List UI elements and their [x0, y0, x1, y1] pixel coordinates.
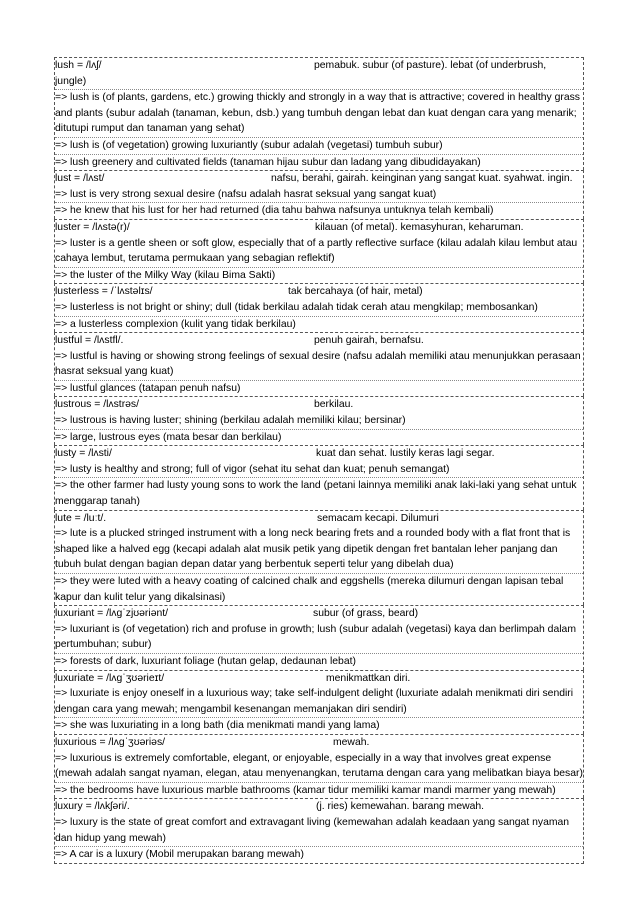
entry-luxury — [54, 798, 584, 863]
entry-term: luxuriate = /lʌɡˈʒʊərieɪt/ — [55, 672, 165, 684]
entry-line: => lustful glances (tatapan penuh nafsu) — [55, 382, 241, 394]
dictionary-page — [54, 57, 584, 864]
entry-header — [55, 220, 583, 236]
entry-line: => lusty is healthy and strong; full of vigor (sehat itu sehat dan kuat; penuh semangat) — [55, 462, 583, 479]
entry-header — [55, 671, 583, 687]
entry-luster — [54, 219, 584, 283]
entry-line: => forests of dark, luxuriant foliage (hutan gelap, dedaunan lebat) — [55, 655, 356, 667]
entry-header — [55, 511, 583, 527]
entry-header — [55, 397, 583, 413]
entry-header — [55, 446, 583, 462]
entry-header — [55, 284, 583, 300]
entry-line: => the bedrooms have luxurious marble bathrooms (kamar tidur memiliki kamar mandi marmer yang mewah) — [55, 784, 556, 796]
entry-term: lustful = /lʌstfl/. — [55, 335, 124, 347]
entry-gloss: subur (of grass, beard) — [313, 608, 419, 620]
entry-term: luster = /lʌstə(r)/ — [55, 221, 130, 233]
entry-line: => luxurious is extremely comfortable, elegant, or enjoyable, especially in a way that involves great expense (mewah adalah sangat nyaman, elegan, atau menyenangkan, terutama dengan cara yang melibatkan biaya besar) — [55, 751, 583, 783]
entry-line: => the other farmer had lusty young sons to work the land (petani lainnya memiliki anak laki-laki yang sehat untuk menggarap tanah) — [55, 480, 577, 508]
entry-line: => lust is very strong sexual desire (nafsu adalah hasrat seksual yang sangat kuat) — [55, 187, 583, 204]
entry-lustrous — [54, 396, 584, 445]
entry-lute — [54, 510, 584, 606]
entry-line: => lusterless is not bright or shiny; dull (tidak berkilau adalah tidak cerah atau mengkilap; membosankan) — [55, 300, 583, 317]
entry-gloss: tak bercahaya (of hair, metal) — [288, 286, 423, 298]
entry-line: => the luster of the Milky Way (kilau Bima Sakti) — [55, 269, 276, 281]
entry-line: => lustful is having or showing strong feelings of sexual desire (nafsu adalah memiliki atau menunjukkan perasaan hasrat seksual yang kuat) — [55, 349, 583, 381]
entry-line: => luxury is the state of great comfort and extravagant living (kemewahan adalah keadaan yang sangat nyaman dan hidup yang mewah) — [55, 815, 583, 847]
entry-line: => A car is a luxury (Mobil merupakan barang mewah) — [55, 849, 304, 861]
entry-term: luxury = /lʌkʃəri/. — [55, 801, 130, 813]
entry-line: jungle) — [55, 74, 583, 91]
entry-line: => luxuriant is (of vegetation) rich and profuse in growth; lush (subur adalah (vegetasi) kaya dan berlimpah dalam pertumbuhan; subur) — [55, 622, 583, 654]
entry-gloss: menikmattkan diri. — [326, 672, 411, 684]
entry-gloss: pemabuk. subur (of pasture). lebat (of underbrush, — [314, 60, 547, 71]
entry-lust — [54, 170, 584, 219]
entry-lusterless — [54, 283, 584, 332]
entry-gloss: semacam kecapi. Dilumuri — [317, 512, 439, 524]
entry-gloss: berkilau. — [314, 399, 354, 411]
entry-header — [55, 333, 583, 349]
entry-term: luxurious = /lʌɡˈʒʊəriəs/ — [55, 736, 166, 748]
entry-line: => luxuriate is enjoy oneself in a luxurious way; take self-indulgent delight (luxuriate adalah menikmati diri sendiri dengan cara yang mewah; mengambil kesenangan memanjakan diri sendiri) — [55, 686, 583, 718]
entry-gloss: penuh gairah, bernafsu. — [314, 335, 424, 347]
entry-luxuriate — [54, 670, 584, 734]
entry-line: => she was luxuriating in a long bath (dia menikmati mandi yang lama) — [55, 720, 380, 732]
entry-gloss: kilauan (of metal). kemasyhuran, keharuman. — [315, 221, 524, 233]
entry-header — [55, 171, 583, 187]
entry-term: lush = /lʌʃ/ — [55, 60, 102, 71]
entry-lusty — [54, 445, 584, 509]
entry-line: => luster is a gentle sheen or soft glow, especially that of a partly reflective surface (kilau adalah kilau lembut atau cahaya lembut, terutama permukaan yang sebagian reflektif) — [55, 236, 583, 268]
entry-line: => large, lustrous eyes (mata besar dan berkilau) — [55, 431, 282, 443]
entry-lustful — [54, 332, 584, 396]
entry-header — [55, 606, 583, 622]
entry-line: => lute is a plucked stringed instrument with a long neck bearing frets and a rounded body with a flat front that is shaped like a halved egg (kecapi adalah alat musik petik yang dipetik dengan fret bantalan leher panjang dan tubuh bulat dengan bagian depan datar yang berbentuk seperti telur yang dibelah dua) — [55, 526, 583, 574]
entry-line: => he knew that his lust for her had returned (dia tahu bahwa nafsunya untuknya telah kembali) — [55, 205, 494, 217]
entry-term: lusterless = /ˈlʌstəlɪs/ — [55, 286, 153, 298]
entry-term: lusty = /lʌsti/ — [55, 448, 112, 460]
entry-header — [55, 58, 583, 74]
entry-term: lute = /luːt/. — [55, 512, 107, 524]
entry-line: => lush greenery and cultivated fields (tanaman hijau subur dan ladang yang dibudidayakan) — [55, 156, 481, 168]
entry-gloss: mewah. — [333, 736, 370, 748]
entry-gloss: kuat dan sehat. lustily keras lagi segar. — [316, 448, 495, 460]
entry-term: lustrous = /lʌstrəs/ — [55, 399, 140, 411]
entry-line: => they were luted with a heavy coating of calcined chalk and eggshells (mereka dilumuri dengan lapisan tebal kapur dan kulit telur yang dikalsinasi) — [55, 576, 564, 603]
entry-line: => lush is (of plants, gardens, etc.) growing thickly and strongly in a way that is attractive; covered in healthy grass and plants (subur adalah (tanaman, kebun, dsb.) yang tumbuh dengan lebat dan kuat dengan cara yang menarik; ditutupi rumput dan tanaman yang sehat) — [55, 90, 583, 138]
entry-luxuriant — [54, 605, 584, 669]
entry-gloss: nafsu, berahi, gairah. keinginan yang sangat kuat. syahwat. ingin. — [271, 173, 573, 185]
entry-header — [55, 735, 583, 751]
entry-luxurious — [54, 734, 584, 798]
entry-line: => lustrous is having luster; shining (berkilau adalah memiliki kilau; bersinar) — [55, 413, 583, 430]
entry-header — [55, 799, 583, 815]
entry-lush — [54, 57, 584, 170]
entry-term: luxuriant = /lʌɡˈzjʊəriənt/ — [55, 608, 169, 620]
entry-line: => a lusterless complexion (kulit yang tidak berkilau) — [55, 318, 296, 330]
entry-gloss: (j. ries) kemewahan. barang mewah. — [316, 801, 485, 813]
entry-term: lust = /lʌst/ — [55, 173, 105, 185]
entry-line: => lush is (of vegetation) growing luxuriantly (subur adalah (vegetasi) tumbuh subur) — [55, 138, 583, 155]
